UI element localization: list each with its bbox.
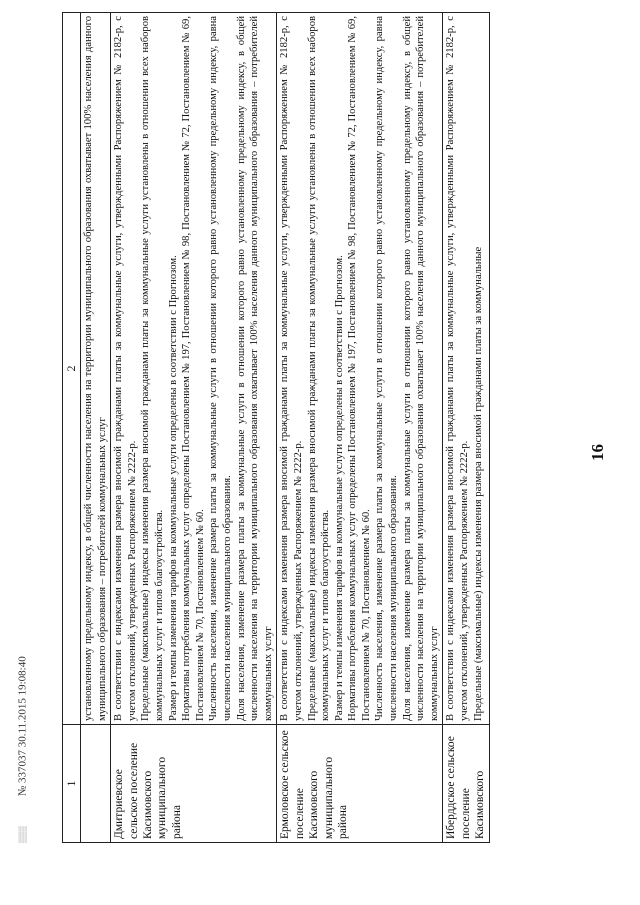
description-cell xyxy=(443,13,489,725)
municipality-cell xyxy=(81,725,111,843)
description-line: Нормативы потребления коммунальных услуг определены Постановлением № 197, Постановлением № 98, Постановлением № 72, Постановлением № 69, Постановлением № 70, Постановлением № 60. xyxy=(347,16,372,721)
description-cell xyxy=(111,13,277,725)
description-line: Нормативы потребления коммунальных услуг определены Постановлением № 197, Постановлением № 98, Постановлением № 72, Постановлением № 69, Постановлением № 70, Постановлением № 60. xyxy=(181,16,206,721)
registration-stamp: № 337037 30.11.2015 19:08:40 xyxy=(16,656,29,797)
table-row xyxy=(277,13,443,843)
column-header-2: 2 xyxy=(63,13,81,725)
description-line: Доля населения, изменение размера платы за коммунальные услуги в отношении которого равно установленному предельному индексу, в общей численности населения на территории муниципального образования охватывает 100% населения данного муниципального образования – потребителей коммунальных услуг xyxy=(401,16,440,721)
table-row xyxy=(443,13,489,843)
description-line: Численность населения, изменение размера платы за коммунальные услуги в отношении которого равно установленному предельному индексу, равна численности населения муниципального образования. xyxy=(208,16,233,721)
table-header-row xyxy=(63,13,81,843)
table-row xyxy=(81,13,111,843)
description-line: установленному предельному индексу, в общей численности населения на территории муниципального образования охватывает 100% населения данного муниципального образования – потребителей коммунальных услуг xyxy=(83,16,108,721)
description-line: Размер и темпы изменения тарифов на коммунальные услуги определены в соответствии с Прогнозом. xyxy=(167,255,179,721)
table-row xyxy=(111,13,277,843)
stamp-logo-icon: ▒▒▒ xyxy=(18,825,27,843)
description-cell xyxy=(81,13,111,725)
description-line: Предельные (максимальные) индексы изменения размера вносимой гражданами платы за коммунальные услуги установлены в отношении всех наборов коммунальных услуг и типов благоустройства. xyxy=(306,16,332,721)
description-line: Доля населения, изменение размера платы за коммунальные услуги в отношении которого равно установленному предельному индексу, в общей численности населения на территории муниципального образования охватывает 100% населения данного муниципального образования – потребителей коммунальных услуг xyxy=(235,16,274,721)
description-line: В соответствии с индексами изменения размера вносимой гражданами платы за коммунальные услуги, утвержденными Распоряжением № 2182-р, с учетом отклонений, утвержденных Распоряжением № 2222-р. xyxy=(445,16,471,721)
municipality-cell: Дмитриевское сельское поселение Касимовского муниципального района xyxy=(111,725,277,843)
column-header-1: 1 xyxy=(63,725,81,843)
municipality-cell: Иберддское сельское поселение Касимовского xyxy=(443,725,489,843)
description-line: Предельные (максимальные) индексы изменения размера вносимой гражданами платы за коммунальные услуги установлены в отношении всех наборов коммунальных услуг и типов благоустройства. xyxy=(140,16,165,721)
utility-tariff-table xyxy=(62,12,490,843)
description-line: В соответствии с индексами изменения размера вносимой гражданами платы за коммунальные услуги, утвержденными Распоряжением № 2182-р, с учетом отклонений, утвержденных Распоряжением № 2222-р. xyxy=(113,16,138,721)
municipality-cell: Ермоловское сельское поселение Касимовского муниципального района xyxy=(277,725,443,843)
description-line: Численность населения, изменение размера платы за коммунальные услуги в отношении которого равно установленному предельному индексу, равна численности населения муниципального образования. xyxy=(374,16,400,721)
description-line: Предельные (максимальные) индексы изменения размера вносимой гражданами платы за коммунальные xyxy=(472,246,484,721)
page-number: 16 xyxy=(588,444,607,461)
description-cell xyxy=(277,13,443,725)
description-line: В соответствии с индексами изменения размера вносимой гражданами платы за коммунальные услуги, утвержденными Распоряжением № 2182-р, с учетом отклонений, утвержденных Распоряжением № 2222-р. xyxy=(279,16,304,721)
document-stamp xyxy=(16,656,30,843)
description-line: Размер и темпы изменения тарифов на коммунальные услуги определены в соответствии с Прогнозом. xyxy=(333,255,345,721)
